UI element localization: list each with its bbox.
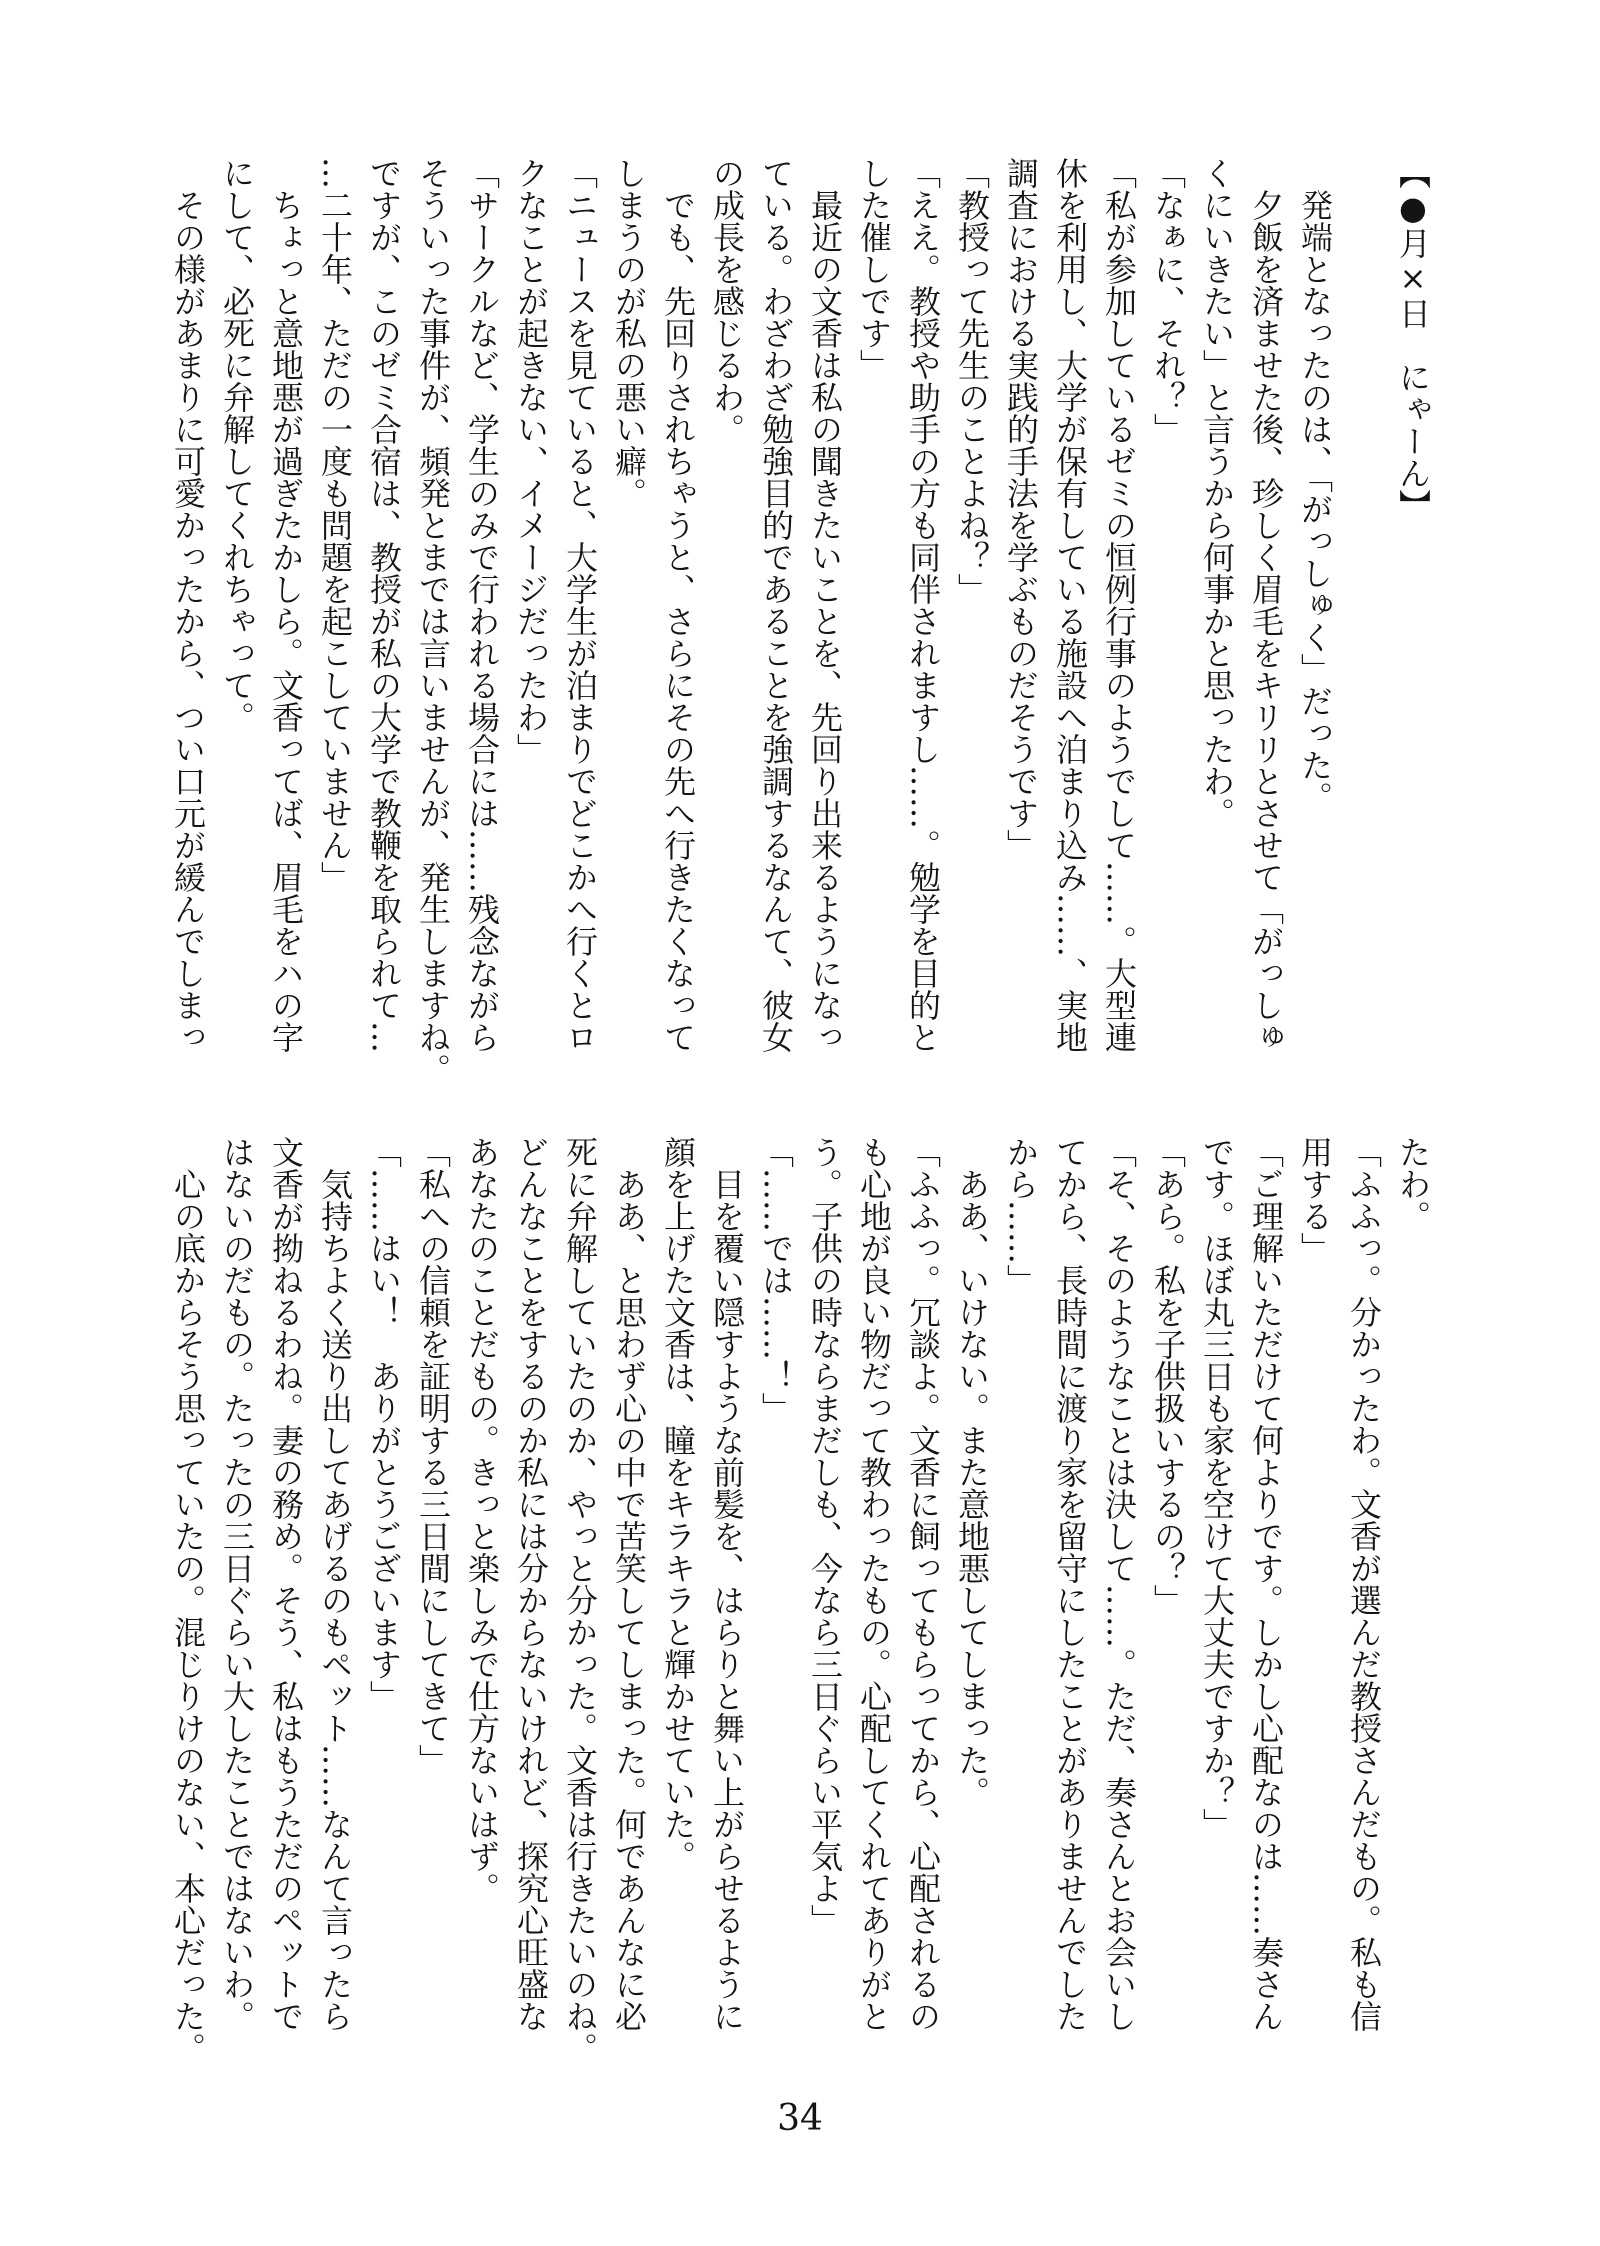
- text-column: 「教授って先生のことよね？」: [953, 157, 991, 605]
- text-column: ちょっと意地悪が過ぎたかしら。文香ってば、眉毛をハの字: [267, 157, 305, 1053]
- text-column: 「私が参加しているゼミの恒例行事のようでして……。大型連: [1100, 157, 1138, 1053]
- text-column: その様があまりに可愛かったから、つい口元が緩んでしまっ: [169, 157, 207, 1053]
- text-column: 「ニュースを見ていると、大学生が泊まりでどこかへ行くとロ: [561, 157, 599, 1053]
- bottom-text-block: [163, 1136, 1437, 2064]
- text-column: 死に弁解していたのか、やっと分かった。文香は行きたいのね。: [561, 1136, 599, 2064]
- text-column: 文香が拗ねるわね。妻の務め。そう、私はもうただのペットで: [267, 1136, 305, 2032]
- text-column: ですが、このゼミ合宿は、教授が私の大学で教鞭を取られて…: [365, 157, 403, 1053]
- top-text-block: [163, 157, 1437, 1085]
- text-column: 「ご理解いただけて何よりです。しかし心配なのは……奏さん: [1247, 1136, 1285, 2032]
- text-column: そういった事件が、頻発とまでは言いませんが、発生しますね。: [414, 157, 452, 1085]
- text-column: にして、必死に弁解してくれちゃって。: [218, 157, 256, 733]
- text-column: 休を利用し、大学が保有している施設へ泊まり込み……、実地: [1051, 157, 1089, 1053]
- text-column: ああ、と思わず心の中で苦笑してしまった。何であんなに必: [610, 1136, 648, 2032]
- text-column: 「なぁに、それ？」: [1149, 157, 1187, 445]
- text-column: 「……では……！」: [757, 1136, 795, 1424]
- text-column: 「……はい！ ありがとうございます」: [365, 1136, 403, 1712]
- text-column: 発端となったのは、「がっしゅく」だった。: [1296, 157, 1334, 813]
- text-column: 夕飯を済ませた後、珍しく眉毛をキリリとさせて「がっしゅ: [1247, 157, 1285, 1053]
- text-column: 調査における実践的手法を学ぶものだそうです」: [1002, 157, 1040, 861]
- text-column: です。ほぼ丸三日も家を空けて大丈夫ですか？」: [1198, 1136, 1236, 1840]
- text-column: 「ふふっ。冗談よ。文香に飼ってもらってから、心配されるの: [904, 1136, 942, 2032]
- text-column: 「ふふっ。分かったわ。文香が選んだ教授さんだもの。私も信: [1345, 1136, 1383, 2032]
- text-column: あなたのことだもの。きっと楽しみで仕方ないはず。: [463, 1136, 501, 1904]
- text-column: たわ。: [1394, 1136, 1432, 1232]
- text-column: しまうのが私の悪い癖。: [610, 157, 648, 509]
- text-column: 心の底からそう思っていたの。混じりけのない、本心だった。: [169, 1136, 207, 2064]
- text-column: の成長を感じるわ。: [708, 157, 746, 445]
- text-column: 最近の文香は私の聞きたいことを、先回り出来るようになっ: [806, 157, 844, 1053]
- text-column: 「サークルなど、学生のみで行われる場合には……残念ながら: [463, 157, 501, 1053]
- text-column: う。子供の時ならまだしも、今なら三日ぐらい平気よ」: [806, 1136, 844, 1936]
- text-column: 「私への信頼を証明する三日間にしてきて」: [414, 1136, 452, 1776]
- text-column: くにいきたい」と言うから何事かと思ったわ。: [1198, 157, 1236, 829]
- text-column: 用する」: [1296, 1136, 1334, 1264]
- text-column: ている。わざわざ勉強目的であることを強調するなんて、彼女: [757, 157, 795, 1053]
- text-column: 「ええ。教授や助手の方も同伴されますし……。勉学を目的と: [904, 157, 942, 1053]
- text-column: 顔を上げた文香は、瞳をキラキラと輝かせていた。: [659, 1136, 697, 1872]
- text-column: 気持ちよく送り出してあげるのもペット……なんて言ったら: [316, 1136, 354, 2032]
- text-column: 「そ、そのようなことは決して……。ただ、奏さんとお会いし: [1100, 1136, 1138, 2032]
- page-number: 34: [777, 2098, 823, 2139]
- text-column: でも、先回りされちゃうと、さらにその先へ行きたくなって: [659, 157, 697, 1053]
- text-column: ああ、いけない。また意地悪してしまった。: [953, 1136, 991, 1808]
- text-column: てから、長時間に渡り家を留守にしたことがありませんでした: [1051, 1136, 1089, 2032]
- text-column: も心地が良い物だって教わったもの。心配してくれてありがと: [855, 1136, 893, 2032]
- text-column: どんなことをするのか私には分からないけれど、探究心旺盛な: [512, 1136, 550, 2032]
- text-column: 「あら。私を子供扱いするの？」: [1149, 1136, 1187, 1616]
- text-column: クなことが起きない、イメージだったわ」: [512, 157, 550, 765]
- text-column: 目を覆い隠すような前髪を、はらりと舞い上がらせるように: [708, 1136, 746, 2032]
- diary-entry-title: 【●月×日 にゃーん】: [1394, 157, 1432, 521]
- text-column: はないのだもの。たったの三日ぐらい大したことではないわ。: [218, 1136, 256, 2032]
- text-column: から……」: [1002, 1136, 1040, 1296]
- text-column: …二十年、ただの一度も問題を起こしていません」: [316, 157, 354, 893]
- text-column: した催しです」: [855, 157, 893, 381]
